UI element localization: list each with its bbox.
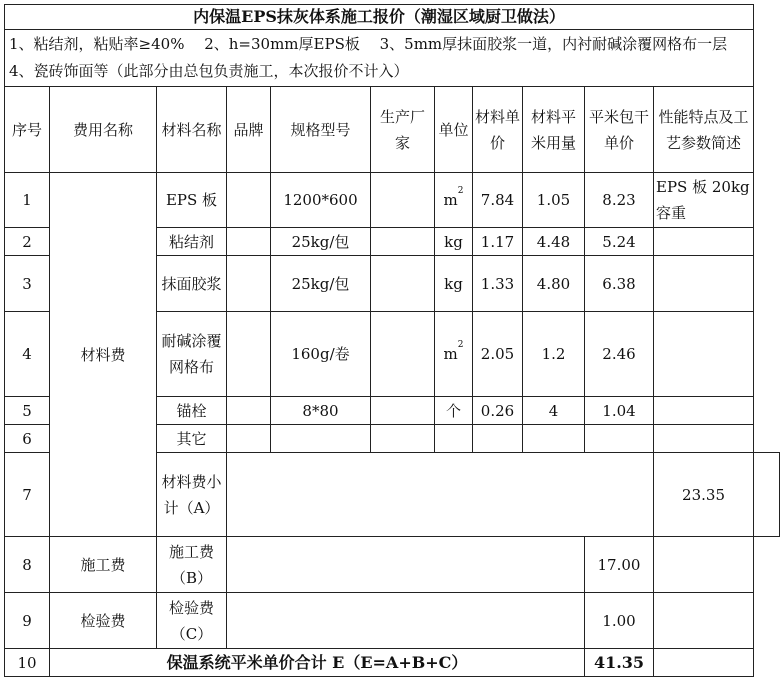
row-unit: $m^2$ bbox=[435, 173, 473, 228]
row-seq: 3 bbox=[5, 256, 50, 312]
row-material: 其它 bbox=[157, 425, 227, 453]
header-brand: 品牌 bbox=[227, 87, 271, 173]
row-spec bbox=[271, 425, 371, 453]
header-unit-price: 材料单价 bbox=[473, 87, 523, 173]
row-price: 7.84 bbox=[473, 173, 523, 228]
row-remarks bbox=[654, 397, 754, 425]
row-unit: 个 bbox=[435, 397, 473, 425]
inspection-row bbox=[5, 593, 780, 649]
total-row bbox=[5, 649, 780, 677]
inspection-value: 1.00 bbox=[585, 593, 654, 649]
row-remarks bbox=[654, 425, 754, 453]
row-material: 抹面胶浆 bbox=[157, 256, 227, 312]
row-manufacturer bbox=[371, 397, 435, 425]
subtotal-empty bbox=[227, 453, 654, 537]
row-material: EPS 板 bbox=[157, 173, 227, 228]
row-sqm: 6.38 bbox=[585, 256, 654, 312]
row-remarks bbox=[754, 453, 780, 537]
row-unit: kg bbox=[435, 256, 473, 312]
inspection-label: 检验费（C） bbox=[157, 593, 227, 649]
row-manufacturer bbox=[371, 173, 435, 228]
row-seq: 6 bbox=[5, 425, 50, 453]
row-seq: 9 bbox=[5, 593, 50, 649]
header-remarks: 性能特点及工艺参数简述 bbox=[654, 87, 754, 173]
total-label: 保温系统平米单价合计 E（E=A+B+C） bbox=[50, 649, 585, 677]
row-price bbox=[473, 425, 523, 453]
total-value: 41.35 bbox=[585, 649, 654, 677]
row-sqm: 8.23 bbox=[585, 173, 654, 228]
row-price: 0.26 bbox=[473, 397, 523, 425]
row-brand bbox=[227, 312, 271, 397]
row-remarks bbox=[654, 593, 754, 649]
row-remarks bbox=[654, 537, 754, 593]
construction-value: 17.00 bbox=[585, 537, 654, 593]
row-seq: 5 bbox=[5, 397, 50, 425]
row-unit: kg bbox=[435, 228, 473, 256]
row-sqm: 5.24 bbox=[585, 228, 654, 256]
table-row bbox=[5, 173, 780, 228]
header-row bbox=[5, 87, 780, 173]
row-seq: 8 bbox=[5, 537, 50, 593]
row-spec: 25kg/包 bbox=[271, 228, 371, 256]
header-material-name: 材料名称 bbox=[157, 87, 227, 173]
fee-category-material: 材料费 bbox=[50, 173, 157, 537]
row-seq: 1 bbox=[5, 173, 50, 228]
row-unit: $m^2$ bbox=[435, 312, 473, 397]
row-material: 锚栓 bbox=[157, 397, 227, 425]
row-remarks bbox=[654, 256, 754, 312]
row-brand bbox=[227, 425, 271, 453]
row-material: 耐碱涂覆网格布 bbox=[157, 312, 227, 397]
construction-empty bbox=[227, 537, 585, 593]
row-material: 粘结剂 bbox=[157, 228, 227, 256]
header-spec: 规格型号 bbox=[271, 87, 371, 173]
inspection-empty bbox=[227, 593, 585, 649]
row-seq: 7 bbox=[5, 453, 50, 537]
row-usage: 4 bbox=[523, 397, 585, 425]
row-sqm: 2.46 bbox=[585, 312, 654, 397]
row-unit bbox=[435, 425, 473, 453]
construction-label: 施工费（B） bbox=[157, 537, 227, 593]
subtotal-value: 23.35 bbox=[654, 453, 754, 537]
row-manufacturer bbox=[371, 312, 435, 397]
fee-category-inspection: 检验费 bbox=[50, 593, 157, 649]
header-usage: 材料平米用量 bbox=[523, 87, 585, 173]
construction-row bbox=[5, 537, 780, 593]
header-unit: 单位 bbox=[435, 87, 473, 173]
header-sqm-price: 平米包干单价 bbox=[585, 87, 654, 173]
table-title: 内保温EPS抹灰体系施工报价（潮湿区域厨卫做法） bbox=[5, 5, 754, 30]
subtotal-label: 材料费小计（A） bbox=[157, 453, 227, 537]
row-sqm: 1.04 bbox=[585, 397, 654, 425]
row-price: 2.05 bbox=[473, 312, 523, 397]
header-seq: 序号 bbox=[5, 87, 50, 173]
construction-notes: 1、粘结剂，粘贴率≥40% 2、h=30mm厚EPS板 3、5mm厚抹面胶浆一道，内衬耐碱涂覆网格布一层 4、瓷砖饰面等（此部分由总包负责施工，本次报价不计入） bbox=[5, 30, 754, 87]
row-manufacturer bbox=[371, 425, 435, 453]
row-remarks bbox=[654, 649, 754, 677]
row-manufacturer bbox=[371, 228, 435, 256]
row-price: 1.17 bbox=[473, 228, 523, 256]
row-seq: 2 bbox=[5, 228, 50, 256]
row-brand bbox=[227, 397, 271, 425]
row-usage bbox=[523, 425, 585, 453]
row-sqm bbox=[585, 425, 654, 453]
row-spec: 1200*600 bbox=[271, 173, 371, 228]
fee-category-construction: 施工费 bbox=[50, 537, 157, 593]
row-usage: 4.48 bbox=[523, 228, 585, 256]
row-seq: 4 bbox=[5, 312, 50, 397]
row-brand bbox=[227, 256, 271, 312]
header-manufacturer: 生产厂家 bbox=[371, 87, 435, 173]
row-usage: 4.80 bbox=[523, 256, 585, 312]
row-spec: 160g/卷 bbox=[271, 312, 371, 397]
row-spec: 8*80 bbox=[271, 397, 371, 425]
row-remarks bbox=[654, 228, 754, 256]
row-brand bbox=[227, 173, 271, 228]
row-remarks: EPS 板 20kg 容重 bbox=[654, 173, 754, 228]
row-seq: 10 bbox=[5, 649, 50, 677]
row-usage: 1.05 bbox=[523, 173, 585, 228]
row-spec: 25kg/包 bbox=[271, 256, 371, 312]
row-price: 1.33 bbox=[473, 256, 523, 312]
row-remarks bbox=[654, 312, 754, 397]
row-manufacturer bbox=[371, 256, 435, 312]
quotation-table bbox=[4, 4, 780, 677]
row-brand bbox=[227, 228, 271, 256]
header-fee-name: 费用名称 bbox=[50, 87, 157, 173]
row-usage: 1.2 bbox=[523, 312, 585, 397]
